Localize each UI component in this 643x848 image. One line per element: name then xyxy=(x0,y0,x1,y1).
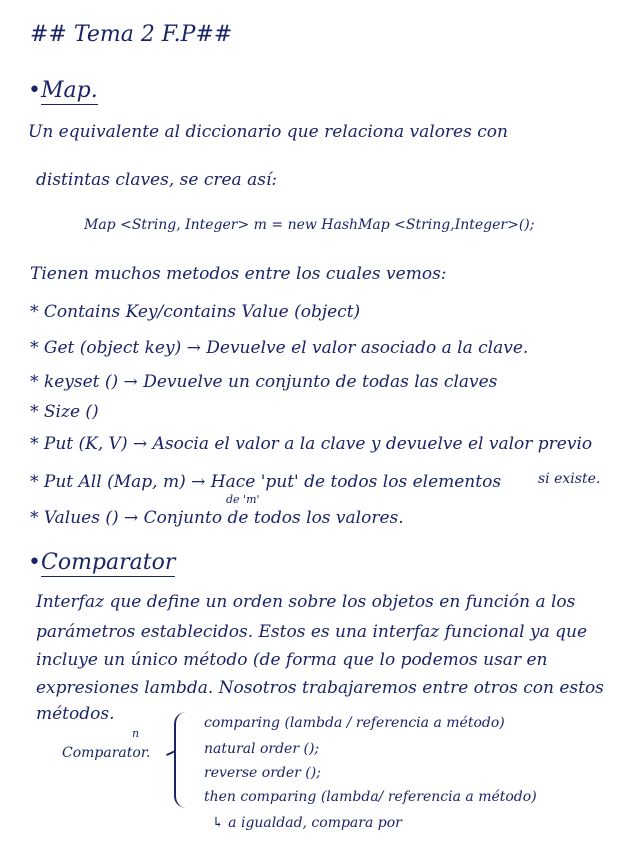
map-method-values: * Values () → Conjunto de todos los valores. xyxy=(30,508,404,528)
map-intro-line-1: Un equivalente al diccionario que relaciona valores con xyxy=(28,122,508,142)
comparator-heading: •Comparator xyxy=(28,550,176,575)
map-method-size: * Size () xyxy=(30,402,99,422)
comparator-text-line-2: parámetros establecidos. Estos es una interfaz funcional ya que xyxy=(36,622,588,642)
comparator-text-line-4: expresiones lambda. Nosotros trabajaremos entre otros con estos xyxy=(36,678,604,698)
comparator-text-line-3: incluye un único método (de forma que lo podemos usar en xyxy=(36,650,548,670)
map-method-get: * Get (object key) → Devuelve el valor asociado a la clave. xyxy=(30,338,529,358)
comparator-brace xyxy=(174,712,190,808)
map-heading: •Map. xyxy=(28,78,98,103)
comparator-method-reverse-order: reverse order (); xyxy=(204,765,321,781)
map-intro-line-2: distintas claves, se crea así: xyxy=(36,170,278,190)
map-methods-intro: Tienen muchos metodos entre los cuales vemos: xyxy=(30,264,447,284)
map-method-keyset: * keyset () → Devuelve un conjunto de todas las claves xyxy=(30,372,498,392)
comparator-method-then-comparing: then comparing (lambda/ referencia a método) xyxy=(204,789,537,805)
comparator-then-comparing-note: ↳ a igualdad, compara por xyxy=(212,815,402,831)
map-method-put: * Put (K, V) → Asocia el valor a la clave y devuelve el valor previo xyxy=(30,434,593,454)
comparator-method-comparing: comparing (lambda / referencia a método) xyxy=(204,715,505,731)
comparator-method-natural-order: natural order (); xyxy=(204,741,320,757)
map-putall-note: de 'm' xyxy=(226,493,260,506)
page-title: ## Tema 2 F.P## xyxy=(30,22,233,47)
comparator-heading-text: Comparator xyxy=(40,550,176,575)
map-heading-text: Map. xyxy=(40,78,98,103)
comparator-text-line-5: métodos. xyxy=(36,704,115,724)
map-code-line: Map <String, Integer> m = new HashMap <String,Integer>(); xyxy=(84,217,535,233)
map-method-containskey: * Contains Key/contains Value (object) xyxy=(30,302,361,322)
comparator-label-mark: n xyxy=(132,727,140,740)
map-put-note: si existe. xyxy=(538,471,601,487)
comparator-label: Comparator. xyxy=(62,745,151,761)
comparator-text-line-1: Interfaz que define un orden sobre los objetos en función a los xyxy=(36,592,576,612)
map-method-putall: * Put All (Map, m) → Hace 'put' de todos los elementos xyxy=(30,472,502,492)
